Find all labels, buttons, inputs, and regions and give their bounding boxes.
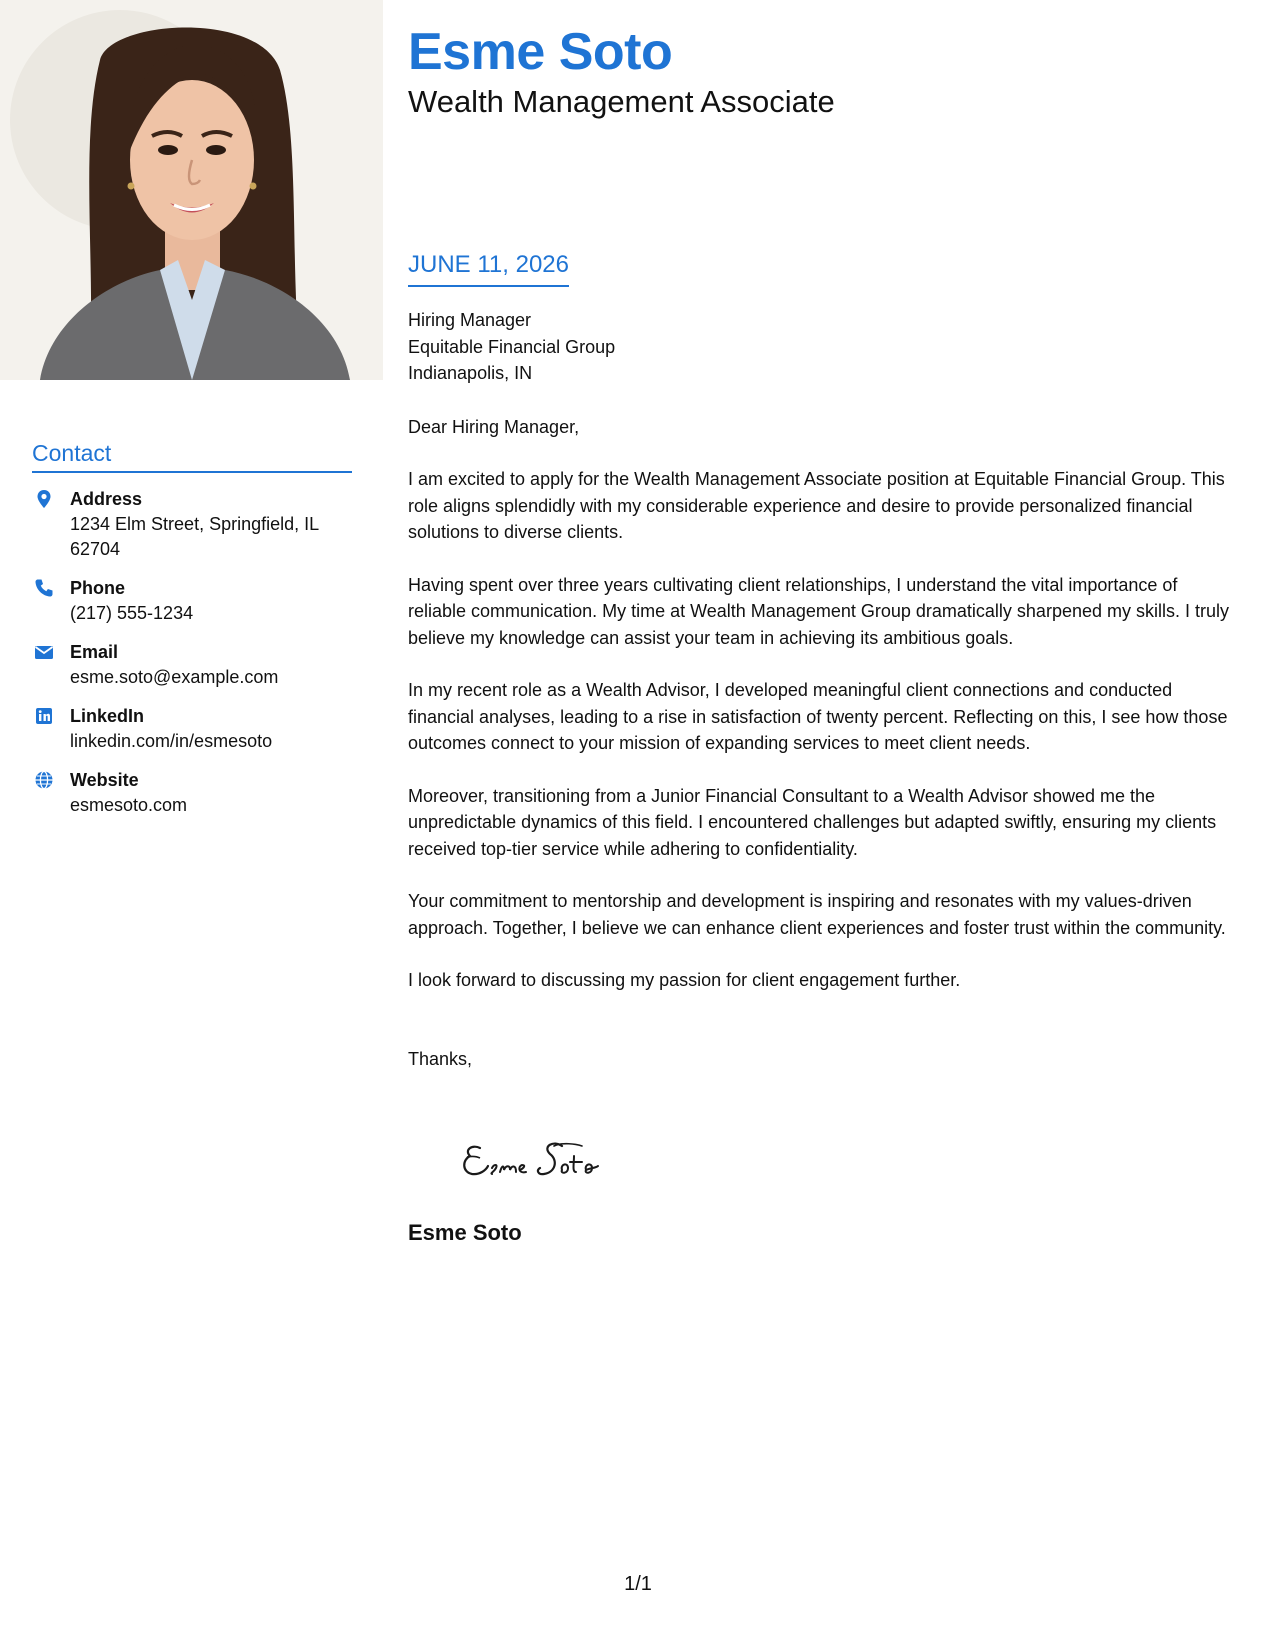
handwritten-signature <box>458 1132 658 1188</box>
linkedin-icon <box>34 706 54 726</box>
recipient-line: Indianapolis, IN <box>408 363 533 383</box>
website-value[interactable]: esmesoto.com <box>70 795 188 815</box>
contact-list <box>32 487 352 818</box>
website-label: Website <box>70 770 139 790</box>
globe-icon <box>34 770 54 790</box>
body-paragraph: I am excited to apply for the Wealth Management Associate position at Equitable Financial Group. This role aligns splendidly with my considerable experience and desire to provide personalized financial solutions to diverse clients. <box>408 469 1225 542</box>
map-pin-icon <box>34 489 54 509</box>
address-value: 1234 Elm Street, Springfield, IL 62704 <box>70 514 319 559</box>
salutation: Dear Hiring Manager, <box>408 416 580 437</box>
letter-body <box>408 307 1240 1072</box>
phone-value: (217) 555-1234 <box>70 603 194 623</box>
linkedin-value[interactable]: linkedin.com/in/esmesoto <box>70 731 273 751</box>
letter-date: JUNE 11, 2026 <box>408 249 569 287</box>
contact-website <box>32 768 352 818</box>
recipient-line: Hiring Manager <box>408 310 532 330</box>
contact-section <box>32 438 352 832</box>
phone-label: Phone <box>70 578 126 598</box>
contact-linkedin <box>32 704 352 754</box>
body-paragraph: Moreover, transitioning from a Junior Financial Consultant to a Wealth Advisor showed me the unpredictable dynamics of this field. I encountered challenges but adapted swiftly, ensuring my clients received top-tier service while adhering to confidentiality. <box>408 785 1217 859</box>
contact-address <box>32 487 352 562</box>
closing: Thanks, <box>408 1048 473 1069</box>
recipient-line: Equitable Financial Group <box>408 336 616 357</box>
applicant-name: Esme Soto <box>408 23 673 81</box>
address-label: Address <box>70 489 143 509</box>
contact-heading: Contact <box>32 438 352 473</box>
signer-name: Esme Soto <box>408 1220 522 1245</box>
body-paragraph: Your commitment to mentorship and development is inspiring and resonates with my values-driven approach. Together, I believe we can enhance client experiences and foster trust within the community. <box>408 891 1226 938</box>
recipient-block <box>408 307 1240 387</box>
email-icon <box>34 642 54 662</box>
body-paragraph: I look forward to discussing my passion for client engagement further. <box>408 970 961 990</box>
contact-phone <box>32 576 352 626</box>
page-number: 1/1 <box>624 1573 652 1595</box>
body-paragraph: Having spent over three years cultivating client relationships, I understand the vital importance of reliable communication. My time at Wealth Management Group dramatically sharpened my skills. I truly believe my knowledge can assist your team in achieving its ambitious goals. <box>408 574 1229 648</box>
email-value[interactable]: esme.soto@example.com <box>70 667 279 687</box>
body-paragraph: In my recent role as a Wealth Advisor, I developed meaningful client connections and conducted financial analyses, leading to a rise in satisfaction of twenty percent. Reflecting on this, I see how those outcomes connect to your mission of expanding services to meet client needs. <box>408 680 1228 753</box>
profile-photo <box>0 0 383 380</box>
phone-icon <box>34 578 54 598</box>
contact-email <box>32 640 352 690</box>
linkedin-label: LinkedIn <box>70 706 145 726</box>
email-label: Email <box>70 642 119 662</box>
job-title: Wealth Management Associate <box>408 84 835 119</box>
